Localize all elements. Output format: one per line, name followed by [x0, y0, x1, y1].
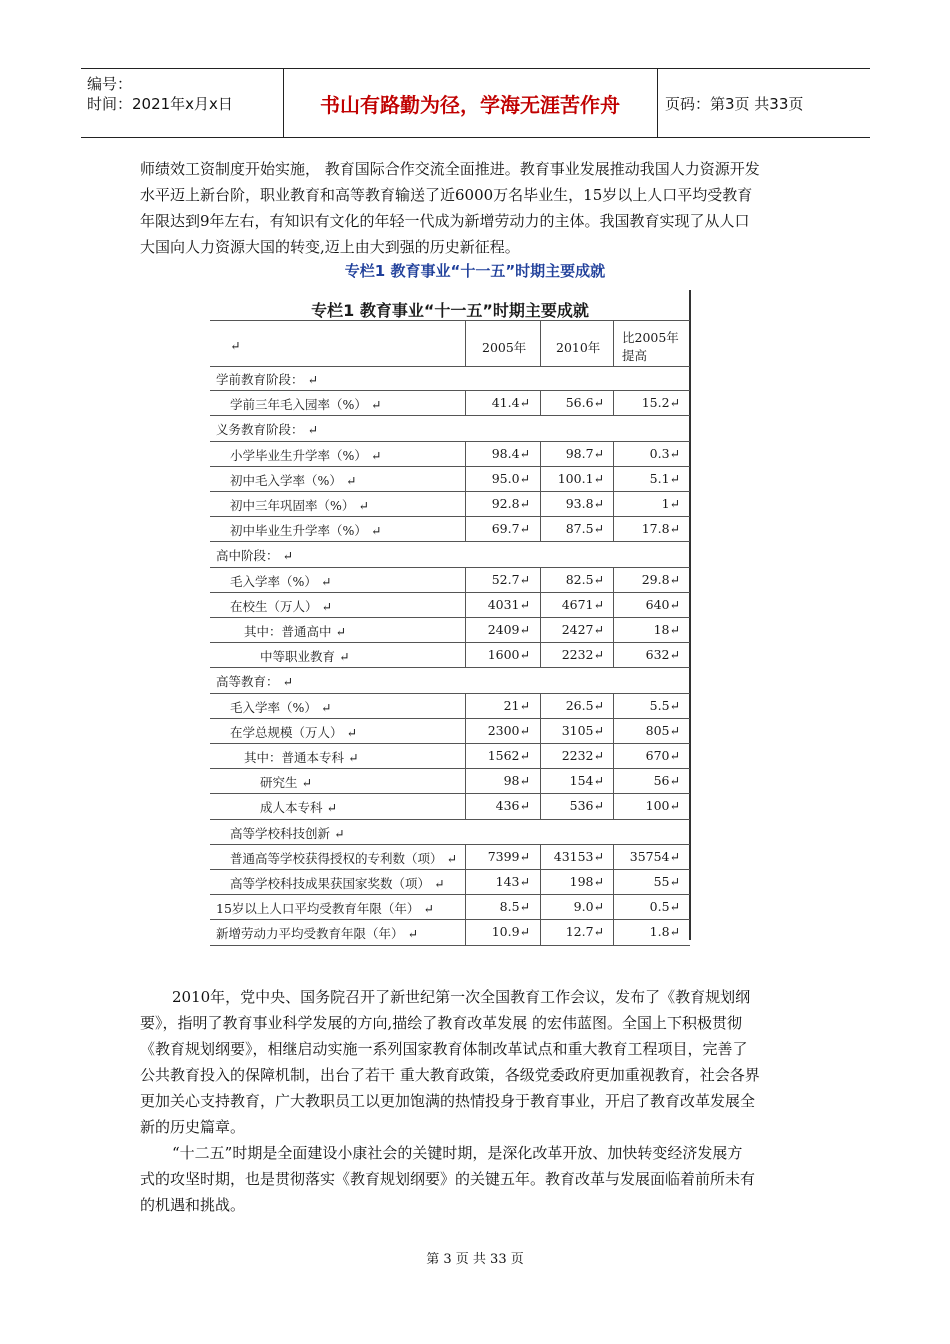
table-rule [210, 945, 690, 946]
table-col-rule [465, 618, 466, 643]
row-value: 56.6↵ [565, 395, 604, 411]
text-line: 年限达到9年左右，有知识有文化的年轻一代成为新增劳动力的主体。我国教育实现了从人口 [140, 212, 750, 230]
achievements-table [210, 290, 690, 940]
table-row [210, 391, 690, 416]
row-label: 初中毛入学率（%） ↵ [230, 472, 357, 488]
table-col-rule [613, 391, 614, 416]
table-row [210, 920, 690, 945]
row-value: 10.9↵ [491, 924, 530, 940]
text-line: 更加关心支持教育，广大教职员工以更加饱满的热情投身于教育事业，开启了教育改革发展全 [140, 1092, 756, 1110]
row-value: 98↵ [503, 773, 530, 789]
row-value: 8.5↵ [499, 899, 530, 915]
row-value: 3105↵ [561, 722, 604, 738]
row-value: 98.4↵ [491, 445, 530, 461]
table-col-rule [540, 719, 541, 744]
row-value: 805↵ [645, 722, 680, 738]
row-value: 43153↵ [553, 848, 604, 864]
table-col-rule [540, 320, 541, 366]
body-paragraph-1 [140, 984, 810, 1140]
table-col-rule [613, 593, 614, 618]
table-row [210, 492, 690, 517]
row-value: 1600↵ [487, 647, 530, 663]
table-col-rule [613, 618, 614, 643]
row-value: 2409↵ [487, 622, 530, 637]
row-value: 93.8↵ [565, 496, 604, 511]
text-line: 公共教育投入的保障机制，出台了若干 重大教育政策，各级党委政府更加重视教育，社会各界 [140, 1066, 760, 1084]
text-line: 2010年，党中央、国务院召开了新世纪第一次全国教育工作会议，发布了《教育规划纲 [172, 988, 751, 1006]
text-line: 式的攻坚时期，也是贯彻落实《教育规划纲要》的关键五年。教育改革与发展面临着前所未有 [140, 1170, 756, 1188]
col-header-2010: 2010年 [556, 340, 601, 355]
table-col-rule [465, 694, 466, 719]
row-value: 9.0↵ [573, 899, 604, 915]
table-row [210, 568, 690, 593]
table-col-rule [540, 744, 541, 769]
table-section-row [210, 542, 690, 567]
table-col-rule [540, 794, 541, 819]
table-row [210, 870, 690, 895]
row-value: 536↵ [569, 798, 604, 814]
text-line: 大国向人力资源大国的转变,迈上由大到强的历史新征程。 [140, 238, 520, 256]
table-row [210, 744, 690, 769]
table-col-rule [465, 320, 466, 366]
body-paragraph-2 [140, 1140, 810, 1218]
row-value: 56↵ [653, 773, 680, 789]
table-col-rule [613, 769, 614, 794]
row-label: 中等职业教育 ↵ [260, 649, 350, 665]
row-label: 普通高等学校获得授权的专利数（项） ↵ [230, 850, 457, 866]
table-row [210, 643, 690, 668]
text-line: 水平迈上新台阶，职业教育和高等教育输送了近6000万名毕业生，15岁以上人口平均受教育 [140, 186, 753, 204]
table-row [210, 895, 690, 920]
text-line: 师绩效工资制度开始实施， 教育国际合作交流全面推进。教育事业发展推动我国人力资源开发 [140, 160, 760, 178]
table-col-rule [540, 568, 541, 593]
row-label: 毛入学率（%） ↵ [230, 699, 332, 715]
row-value: 670↵ [645, 748, 680, 763]
row-value: 15.2↵ [641, 395, 680, 411]
table-col-rule [613, 920, 614, 945]
table-col-rule [465, 719, 466, 744]
number-label: 编号： [87, 75, 133, 93]
page-footer: 第 3 页 共 33 页 [426, 1252, 524, 1267]
table-col-rule [465, 391, 466, 416]
row-value: 98.7↵ [565, 445, 604, 461]
row-label: 15岁以上人口平均受教育年限（年） ↵ [216, 901, 434, 917]
row-value: 95.0↵ [491, 470, 530, 486]
table-row [210, 593, 690, 618]
row-label: 义务教育阶段： ↵ [216, 422, 318, 438]
row-value: 69.7↵ [491, 521, 530, 537]
table-rule [210, 366, 690, 367]
table-col-rule [540, 442, 541, 467]
row-label: 学前教育阶段： ↵ [216, 372, 318, 387]
row-label: 毛入学率（%） ↵ [230, 573, 332, 589]
table-col-rule [613, 719, 614, 744]
row-value: 436↵ [495, 798, 530, 814]
table-col-rule [613, 320, 614, 366]
table-col-rule [540, 895, 541, 920]
table-col-rule [465, 920, 466, 945]
table-row [210, 694, 690, 719]
row-value: 87.5↵ [565, 521, 604, 537]
row-value: 4671↵ [561, 596, 604, 612]
row-value: 0.5↵ [649, 899, 680, 915]
text-line: 的机遇和挑战。 [140, 1196, 246, 1214]
row-value: 100↵ [645, 798, 680, 814]
table-col-rule [613, 895, 614, 920]
row-label: 成人本专科 ↵ [260, 800, 337, 816]
table-col-rule [465, 643, 466, 668]
header-motto: 书山有路勤为径，学海无涯苦作舟 [283, 69, 658, 137]
row-value: 29.8↵ [641, 571, 680, 587]
row-value: 632↵ [645, 647, 680, 663]
time-label: 时间：2021年x月x日 [87, 95, 233, 113]
row-label: 小学毕业生升学率（%） ↵ [230, 447, 382, 463]
row-value: 26.5↵ [565, 697, 604, 713]
table-section-row [210, 820, 690, 845]
table-caption: 专栏1 教育事业“十一五”时期主要成就 [344, 262, 606, 280]
row-value: 35754↵ [629, 848, 680, 864]
table-section-row [210, 416, 690, 441]
row-value: 92.8↵ [491, 496, 530, 511]
table-col-rule [465, 744, 466, 769]
table-col-rule [540, 618, 541, 643]
table-col-rule [540, 870, 541, 895]
text-line: 新的历史篇章。 [140, 1118, 246, 1136]
row-label: 高中阶段： ↵ [216, 548, 293, 564]
table-row [210, 769, 690, 794]
table-col-rule [540, 467, 541, 492]
table-row [210, 517, 690, 542]
row-label: 初中毕业生升学率（%） ↵ [230, 523, 382, 539]
text-line: “十二五”时期是全面建设小康社会的关键时期，是深化改革开放、加快转变经济发展方 [172, 1144, 743, 1162]
table-col-rule [465, 568, 466, 593]
table-col-rule [540, 643, 541, 668]
table-col-rule [465, 593, 466, 618]
header-mark: ↵ [230, 338, 241, 353]
table-col-rule [613, 794, 614, 819]
row-value: 5.5↵ [649, 697, 680, 713]
row-value: 21↵ [503, 697, 530, 713]
table-col-rule [540, 391, 541, 416]
table-col-rule [613, 694, 614, 719]
row-value: 7399↵ [487, 848, 530, 864]
table-row [210, 467, 690, 492]
row-label: 其中：普通本专科 ↵ [244, 750, 359, 765]
row-value: 18↵ [653, 622, 680, 637]
row-label: 初中三年巩固率（%） ↵ [230, 498, 369, 513]
table-col-rule [613, 744, 614, 769]
row-value: 1562↵ [487, 748, 530, 763]
table-row [210, 845, 690, 870]
table-col-rule [540, 694, 541, 719]
table-title: 专栏1 教育事业“十一五”时期主要成就 [311, 301, 589, 320]
table-col-rule [465, 769, 466, 794]
table-row [210, 794, 690, 819]
row-label: 新增劳动力平均受教育年限（年） ↵ [216, 926, 418, 942]
row-value: 198↵ [569, 874, 604, 889]
page-header [81, 68, 870, 138]
row-label: 在学总规模（万人） ↵ [230, 724, 357, 740]
row-value: 640↵ [645, 596, 680, 612]
row-label: 高等教育： ↵ [216, 674, 293, 690]
header-page-label: 页码：第3页 共33页 [665, 95, 804, 113]
row-value: 4031↵ [487, 596, 530, 612]
col-header-increase: 比2005年 [622, 330, 679, 345]
table-col-rule [540, 517, 541, 542]
row-value: 100.1↵ [557, 470, 604, 486]
row-value: 55↵ [653, 874, 680, 889]
col-header-increase-2: 提高 [622, 348, 648, 363]
table-row [210, 719, 690, 744]
row-label: 研究生 ↵ [260, 775, 312, 791]
table-col-rule [540, 769, 541, 794]
table-section-row [210, 668, 690, 693]
table-col-rule [540, 492, 541, 517]
table-rule [210, 320, 690, 321]
row-value: 17.8↵ [641, 521, 680, 537]
table-col-rule [465, 870, 466, 895]
table-col-rule [613, 845, 614, 870]
row-value: 2232↵ [561, 748, 604, 763]
table-col-rule [613, 517, 614, 542]
row-label: 在校生（万人） ↵ [230, 598, 332, 614]
table-col-rule [613, 643, 614, 668]
table-col-rule [465, 442, 466, 467]
row-label: 高等学校科技创新 ↵ [230, 825, 345, 841]
table-row [210, 442, 690, 467]
text-line: 《教育规划纲要》，相继启动实施一系列国家教育体制改革试点和重大教育工程项目，完善了 [140, 1040, 748, 1058]
table-col-rule [465, 467, 466, 492]
intro-paragraph [140, 156, 810, 260]
table-col-rule [540, 845, 541, 870]
table-col-rule [613, 870, 614, 895]
text-line: 要》，指明了教育事业科学发展的方向,描绘了教育改革发展 的宏伟蓝图。全国上下积极贯彻 [140, 1014, 743, 1032]
row-value: 5.1↵ [649, 470, 680, 486]
table-col-rule [613, 492, 614, 517]
header-meta [81, 69, 284, 137]
table-col-rule [465, 845, 466, 870]
row-value: 0.3↵ [649, 445, 680, 461]
row-value: 1.8↵ [649, 924, 680, 940]
row-value: 1↵ [661, 496, 680, 511]
table-col-rule [465, 492, 466, 517]
row-label: 学前三年毛入园率（%） ↵ [230, 397, 382, 413]
row-value: 82.5↵ [565, 571, 604, 587]
table-row [210, 618, 690, 643]
row-value: 41.4↵ [491, 395, 530, 411]
table-col-rule [465, 517, 466, 542]
row-value: 52.7↵ [491, 571, 530, 587]
col-header-2005: 2005年 [482, 340, 527, 355]
row-value: 2427↵ [561, 622, 604, 637]
table-col-rule [540, 593, 541, 618]
row-value: 2232↵ [561, 647, 604, 663]
row-label: 高等学校科技成果获国家奖数（项） ↵ [230, 876, 445, 891]
table-col-rule [540, 920, 541, 945]
table-col-rule [613, 568, 614, 593]
table-col-rule [613, 467, 614, 492]
row-value: 154↵ [569, 773, 604, 789]
row-value: 12.7↵ [565, 924, 604, 940]
row-value: 143↵ [495, 874, 530, 889]
table-col-rule [465, 794, 466, 819]
table-section-row [210, 366, 690, 391]
table-col-rule [465, 895, 466, 920]
row-label: 其中：普通高中 ↵ [244, 624, 346, 639]
table-col-rule [613, 442, 614, 467]
row-value: 2300↵ [487, 722, 530, 738]
